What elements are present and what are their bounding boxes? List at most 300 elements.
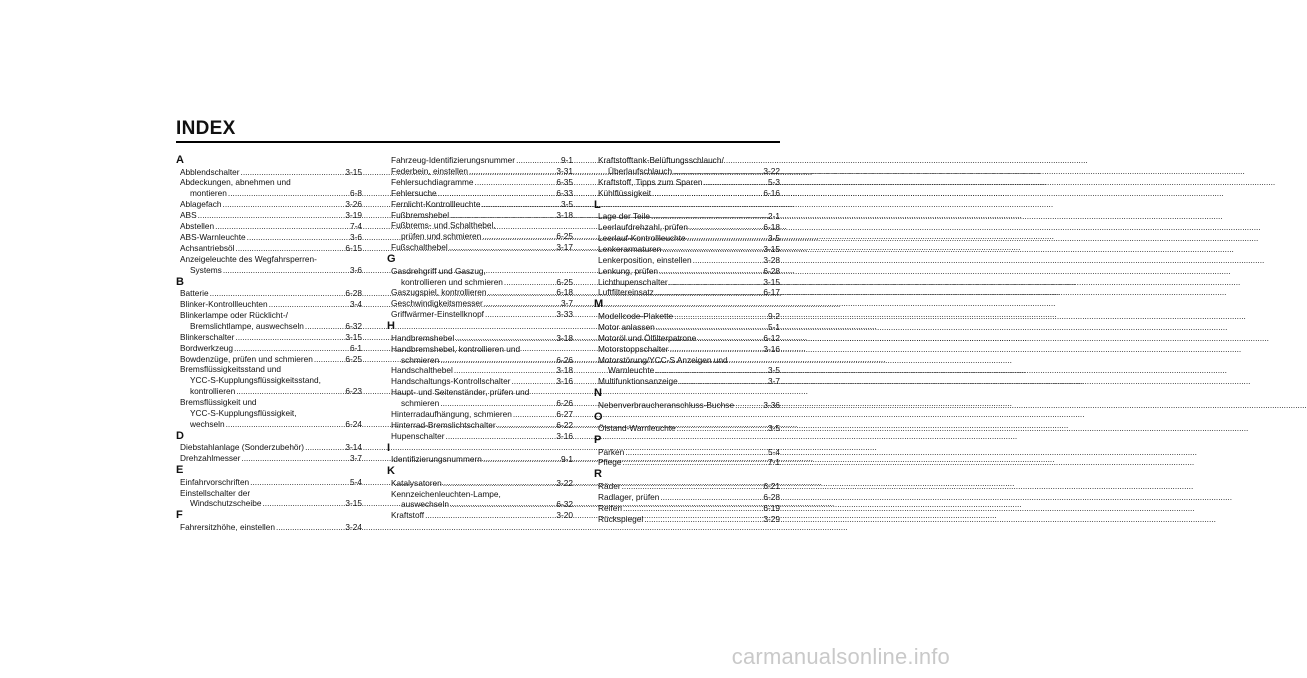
index-entry-line — [387, 431, 573, 442]
index-entry-line — [176, 375, 362, 386]
dot-leader — [659, 266, 762, 277]
dot-leader — [483, 454, 560, 465]
index-letter-heading: R — [594, 468, 602, 481]
index-entry-line — [387, 277, 573, 288]
index-entry-text: Motoröl und Ölfilterpatrone — [598, 332, 697, 343]
dot-leader — [235, 243, 344, 254]
index-page-ref: 3-28 — [763, 254, 780, 265]
index-entry-text: Bowdenzüge, prüfen und schmieren — [180, 353, 313, 364]
index-entry-line — [594, 188, 780, 199]
index-entry-line — [176, 177, 362, 188]
index-entry-line — [176, 442, 362, 453]
index-page-ref: 3-15 — [345, 166, 362, 177]
dot-leader — [652, 188, 762, 199]
index-entry-text: Einfahrvorschriften — [180, 476, 250, 487]
index-entry-line — [387, 365, 573, 376]
index-entry-text: Warnleuchte — [608, 365, 655, 376]
index-entry — [387, 409, 573, 420]
dot-leader — [689, 222, 762, 233]
index-entry-line — [387, 355, 573, 366]
index-entry-text: Haupt- und Seitenständer, prüfen und — [391, 387, 530, 398]
dot-leader — [450, 499, 555, 510]
index-entry — [387, 365, 573, 376]
dot-leader — [236, 386, 344, 397]
index-entry-line — [594, 514, 780, 525]
index-entry-line — [176, 522, 362, 533]
index-entry — [387, 199, 573, 210]
index-page-ref: 3-29 — [763, 513, 780, 524]
index-entry-line — [387, 177, 573, 188]
index-entry-line — [176, 408, 362, 419]
index-entry-line — [176, 188, 362, 199]
index-entry-text: Drehzahlmesser — [180, 453, 241, 464]
index-page-ref: 3-4 — [350, 298, 362, 309]
index-entry-text: kontrollieren — [190, 386, 236, 397]
index-entry-text: schmieren — [401, 398, 440, 409]
dot-leader — [223, 199, 345, 210]
index-entry-line — [176, 453, 362, 464]
index-entry-text: Bremsflüssigkeitsstand und — [180, 364, 281, 375]
dot-leader — [269, 299, 349, 310]
index-entry-text: Katalysatoren — [391, 477, 442, 488]
index-page-ref: 6-24 — [345, 418, 362, 429]
index-entry — [387, 287, 573, 298]
index-page-ref: 3-16 — [763, 343, 780, 354]
index-letter-heading: F — [176, 509, 183, 522]
index-entry-text: Kraftstofftank-Belüftungsschlauch/ — [598, 155, 724, 165]
index-entry-text: Identifizierungsnummern — [391, 454, 482, 465]
index-entry-line — [594, 333, 780, 344]
index-entry-line — [387, 333, 573, 344]
index-entry — [387, 210, 573, 221]
index-entry-text: Fernlicht-Kontrollleuchte — [391, 198, 481, 209]
index-page-ref: 6-28 — [345, 288, 362, 299]
index-page-ref: 3-36 — [763, 399, 780, 410]
index-page-ref: 3-24 — [345, 521, 362, 532]
index-page-ref: 3-16 — [556, 376, 573, 387]
index-entry-text: Blinkerschalter — [180, 331, 235, 342]
index-page-ref: 3-5 — [561, 198, 573, 209]
index-entry — [594, 514, 780, 525]
index-entry-text: ABS-Warnleuchte — [180, 231, 246, 242]
index-entry-text: Kühlflüssigkeit — [598, 187, 652, 198]
index-entry-line — [594, 266, 780, 277]
dot-leader — [704, 177, 767, 188]
index-page-ref: 3-31 — [556, 165, 573, 176]
dot-leader — [454, 365, 556, 376]
index-entry-line — [594, 277, 780, 288]
index-entry — [176, 310, 362, 332]
index-entry — [594, 481, 780, 492]
index-entry — [594, 503, 780, 514]
index-entry-text: Motorstoppschalter — [598, 343, 669, 354]
index-page-ref: 6-28 — [763, 265, 780, 276]
index-letter-heading: D — [176, 429, 184, 442]
index-page-ref: 6-8 — [350, 188, 362, 199]
index-entry — [594, 277, 780, 288]
dot-leader — [234, 343, 349, 354]
index-entry — [594, 287, 780, 298]
dot-leader — [655, 287, 763, 298]
index-page-ref: 5-3 — [768, 176, 780, 187]
index-entry-line — [594, 287, 780, 298]
index-page-ref: 3-18 — [556, 332, 573, 343]
index-entry — [387, 431, 573, 442]
index-entry-line — [176, 254, 362, 265]
index-entry — [594, 492, 780, 503]
index-entry-line — [176, 343, 362, 354]
index-entry-line — [387, 287, 573, 298]
index-page-ref: 6-18 — [763, 222, 780, 233]
index-page-ref: 6-26 — [556, 354, 573, 365]
index-entry-line — [594, 222, 780, 233]
index-page-ref: 6-21 — [763, 480, 780, 491]
page-title: INDEX — [176, 118, 236, 139]
index-entry-text: Gasdrehgriff und Gaszug, — [391, 265, 486, 276]
dot-leader — [440, 355, 555, 366]
index-entry-text: Lenkung, prüfen — [598, 265, 658, 276]
index-entry-line — [387, 398, 573, 409]
index-page-ref: 5-4 — [768, 446, 780, 457]
index-entry-line — [176, 167, 362, 178]
dot-leader — [735, 400, 762, 411]
index-letter-heading: I — [387, 441, 391, 454]
index-page-ref: 6-32 — [556, 499, 573, 510]
index-entry — [594, 333, 780, 344]
index-page-ref: 6-25 — [556, 276, 573, 287]
index-entry-line — [176, 310, 362, 321]
dot-leader — [198, 210, 345, 221]
dot-leader — [223, 265, 349, 276]
index-page-ref: 3-22 — [763, 165, 780, 176]
index-page-ref: 3-22 — [556, 477, 573, 488]
index-page-ref: 6-33 — [556, 187, 573, 198]
index-entry — [387, 242, 573, 253]
index-entry — [387, 220, 573, 242]
index-entry-text: Kraftstoff — [391, 510, 425, 521]
index-entry-text: Griffwärmer-Einstellknopf — [391, 309, 484, 320]
index-entry-text: Achsantriebsöl — [180, 242, 235, 253]
index-entry-line — [176, 299, 362, 310]
dot-leader — [662, 244, 762, 255]
dot-leader — [687, 233, 767, 244]
dot-leader — [485, 309, 555, 320]
index-entry-text: Bremslichtlampe, auswechseln — [190, 320, 304, 331]
index-page-ref: 3-7 — [350, 453, 362, 464]
dot-leader — [446, 431, 556, 442]
dot-leader — [670, 344, 763, 355]
index-entry-text: Abblendschalter — [180, 166, 240, 177]
index-entry — [176, 453, 362, 464]
index-letter-heading: N — [594, 387, 602, 400]
dot-leader — [247, 232, 349, 243]
index-entry-text: montieren — [190, 188, 227, 199]
index-page-ref: 6-27 — [556, 409, 573, 420]
dot-leader — [660, 492, 762, 503]
index-entry-text: Fehlersuche — [391, 187, 437, 198]
dot-leader — [674, 311, 767, 322]
index-entry-line — [387, 344, 573, 355]
index-letter-heading: P — [594, 434, 602, 447]
dot-leader — [622, 481, 763, 492]
index-column-1 — [176, 155, 362, 533]
index-entry — [387, 510, 573, 521]
index-letter-heading: B — [176, 275, 184, 288]
dot-leader — [511, 376, 555, 387]
index-entry-line — [594, 322, 780, 333]
index-entry-line — [594, 457, 780, 468]
index-letter-heading: H — [387, 320, 395, 333]
index-entry-line — [176, 386, 362, 397]
dot-leader — [677, 423, 767, 434]
dot-leader — [484, 298, 560, 309]
index-entry — [176, 210, 362, 221]
index-entry — [594, 376, 780, 387]
index-page-ref: 6-26 — [556, 398, 573, 409]
index-letter-heading: K — [387, 465, 395, 478]
index-page-ref: 9-1 — [561, 155, 573, 165]
index-page-ref: 9-2 — [768, 310, 780, 321]
index-page-ref: 6-15 — [345, 242, 362, 253]
index-entry-text: Rückspiegel — [598, 513, 644, 524]
index-entry — [594, 233, 780, 244]
index-page-ref: 3-15 — [763, 243, 780, 254]
dot-leader — [644, 514, 762, 525]
dot-leader — [305, 442, 344, 453]
index-entry-line — [387, 409, 573, 420]
index-letter-heading: L — [594, 198, 601, 211]
index-entry-text: Diebstahlanlage (Sonderzubehör) — [180, 442, 305, 453]
index-entry-line — [594, 400, 780, 411]
index-entry — [594, 177, 780, 188]
dot-leader — [651, 211, 767, 222]
index-entry-line — [176, 243, 362, 254]
index-page-ref: 6-25 — [556, 231, 573, 242]
index-page-ref: 6-32 — [345, 320, 362, 331]
index-page-ref: 3-19 — [345, 210, 362, 221]
index-column-2 — [387, 155, 573, 521]
index-entry-text: Fehlersuchdiagramme — [391, 176, 474, 187]
index-page-ref: 5-4 — [350, 476, 362, 487]
index-entry-text: YCC-S-Kupplungsflüssigkeitsstand, — [190, 375, 321, 386]
index-letter-heading: G — [387, 253, 396, 266]
index-entry — [176, 232, 362, 243]
index-entry-line — [594, 365, 780, 376]
index-entry-text: Fußschalthebel — [391, 242, 448, 253]
index-page-ref: 6-22 — [556, 419, 573, 430]
index-entry — [176, 254, 362, 276]
index-entry-line — [594, 355, 780, 366]
index-entry-line — [387, 309, 573, 320]
index-page-ref: 3-26 — [345, 199, 362, 210]
dot-leader — [235, 332, 344, 343]
dot-leader — [438, 188, 556, 199]
index-entry-line — [176, 477, 362, 488]
dot-leader — [226, 419, 345, 430]
index-entry — [387, 420, 573, 431]
dot-leader — [481, 199, 560, 210]
index-entry — [176, 243, 362, 254]
index-entry-line — [387, 454, 573, 465]
index-entry-text: Fahrzeug-Identifizierungsnummer — [391, 155, 516, 165]
index-entry-text: Lichthupenschalter — [598, 276, 668, 287]
index-entry-line — [594, 492, 780, 503]
index-entry — [176, 167, 362, 178]
watermark: carmanualsonline.info — [731, 644, 950, 669]
index-page-ref: 7-4 — [350, 221, 362, 232]
index-entry-text: Leerlaufdrehzahl, prüfen — [598, 222, 688, 233]
dot-leader — [241, 167, 345, 178]
index-entry — [387, 478, 573, 489]
index-entry — [387, 177, 573, 188]
dot-leader — [623, 457, 767, 468]
index-page-ref: 9-1 — [561, 454, 573, 465]
index-entry-line — [176, 488, 362, 499]
index-entry — [594, 423, 780, 434]
index-entry — [594, 400, 780, 411]
index-page-ref: 3-15 — [345, 498, 362, 509]
dot-leader — [497, 420, 556, 431]
index-entry — [176, 354, 362, 365]
index-entry-text: Radlager, prüfen — [598, 491, 660, 502]
dot-leader — [669, 277, 763, 288]
dot-leader — [469, 166, 555, 177]
index-entry-line — [594, 311, 780, 322]
index-entry-line — [387, 210, 573, 221]
dot-leader — [487, 287, 555, 298]
index-page-ref: 3-6 — [350, 264, 362, 275]
index-entry-line — [594, 503, 780, 514]
index-entry-text: Hupenschalter — [391, 430, 445, 441]
index-entry-line — [176, 419, 362, 430]
title-divider — [176, 141, 780, 143]
index-entry-text: Luftfiltereinsatz — [598, 287, 654, 298]
index-page-ref: 3-14 — [345, 442, 362, 453]
index-entry-text: Nebenverbraucheranschluss-Buchse — [598, 399, 735, 410]
index-entry — [594, 155, 780, 177]
index-page-ref: 3-18 — [556, 209, 573, 220]
index-entry-line — [176, 364, 362, 375]
index-entry-line — [594, 166, 780, 177]
index-page-ref: 3-7 — [768, 376, 780, 387]
index-column-3 — [594, 155, 780, 524]
index-entry-text: Multifunktionsanzeige — [598, 376, 678, 387]
index-entry-line — [387, 166, 573, 177]
index-entry-text: Fußbrems- und Schalthebel, — [391, 220, 496, 231]
index-entry — [176, 442, 362, 453]
index-entry-line — [594, 481, 780, 492]
index-letter-heading: O — [594, 410, 603, 423]
index-entry — [594, 344, 780, 355]
index-entry — [176, 299, 362, 310]
dot-leader — [425, 510, 555, 521]
index-entry — [387, 454, 573, 465]
index-entry-text: Handschalthebel — [391, 365, 453, 376]
index-page-ref: 3-33 — [556, 309, 573, 320]
dot-leader — [504, 277, 555, 288]
index-entry-line — [387, 242, 573, 253]
index-entry-text: Motor anlassen — [598, 321, 655, 332]
index-entry-text: Reifen — [598, 502, 622, 513]
index-entry-line — [176, 232, 362, 243]
index-page-ref: 3-15 — [763, 276, 780, 287]
index-entry-text: Bordwerkzeug — [180, 342, 234, 353]
index-entry-line — [594, 423, 780, 434]
index-entry-line — [594, 447, 780, 458]
dot-leader — [655, 365, 767, 376]
index-letter-heading: M — [594, 298, 604, 311]
index-entry — [176, 221, 362, 232]
index-entry — [176, 343, 362, 354]
dot-leader — [314, 354, 345, 365]
index-entry-text: Lage der Teile — [598, 211, 650, 222]
index-entry-text: Bremsflüssigkeit und — [180, 397, 257, 408]
index-entry — [176, 488, 362, 510]
index-entry-text: Windschutzscheibe — [190, 498, 262, 509]
index-entry — [594, 266, 780, 277]
index-page-ref: 5-1 — [768, 321, 780, 332]
dot-leader — [276, 522, 344, 533]
index-entry-text: Handbremshebel, kontrollieren und — [391, 343, 521, 354]
index-page-ref: 3-5 — [768, 423, 780, 434]
index-entry-text: Abdeckungen, abnehmen und — [180, 177, 291, 188]
index-entry — [387, 188, 573, 199]
index-page-ref: 6-35 — [556, 176, 573, 187]
index-entry-line — [387, 376, 573, 387]
index-entry — [387, 166, 573, 177]
index-entry-line — [176, 210, 362, 221]
index-entry-line — [387, 387, 573, 398]
index-entry-text: schmieren — [401, 354, 440, 365]
dot-leader — [305, 321, 344, 332]
index-entry-line — [594, 376, 780, 387]
index-entry-line — [594, 177, 780, 188]
index-entry — [594, 244, 780, 255]
index-entry-line — [176, 265, 362, 276]
index-entry — [594, 447, 780, 458]
index-entry-line — [387, 155, 573, 166]
index-entry — [387, 155, 573, 166]
index-entry-text: Gaszugspiel, kontrollieren — [391, 287, 487, 298]
dot-leader — [516, 155, 560, 166]
dot-leader — [623, 503, 762, 514]
index-entry-text: Lenkerposition, einstellen — [598, 254, 692, 265]
dot-leader — [250, 477, 349, 488]
index-entry-text: Geschwindigkeitsmesser — [391, 298, 483, 309]
index-page-ref: 3-20 — [556, 510, 573, 521]
index-entry — [594, 188, 780, 199]
index-entry-text: Räder — [598, 480, 621, 491]
index-letter-heading: E — [176, 464, 184, 477]
index-entry-line — [176, 199, 362, 210]
index-page-ref: 6-16 — [763, 187, 780, 198]
index-entry-line — [176, 288, 362, 299]
index-entry-text: wechseln — [190, 418, 225, 429]
index-page-ref: 6-17 — [763, 287, 780, 298]
dot-leader — [449, 242, 556, 253]
index-entry-text: Hinterrad-Bremslichtschalter — [391, 419, 496, 430]
index-entry-text: Handschaltungs-Kontrollschalter — [391, 376, 511, 387]
index-page-ref: 3-5 — [768, 365, 780, 376]
index-entry-text: Fußbremshebel — [391, 209, 450, 220]
index-entry-line — [387, 478, 573, 489]
dot-leader — [625, 447, 767, 458]
index-entry-text: Einstellschalter der — [180, 487, 251, 498]
index-entry-line — [387, 420, 573, 431]
dot-leader — [262, 498, 344, 509]
index-entry-line — [387, 499, 573, 510]
index-entry — [387, 344, 573, 366]
